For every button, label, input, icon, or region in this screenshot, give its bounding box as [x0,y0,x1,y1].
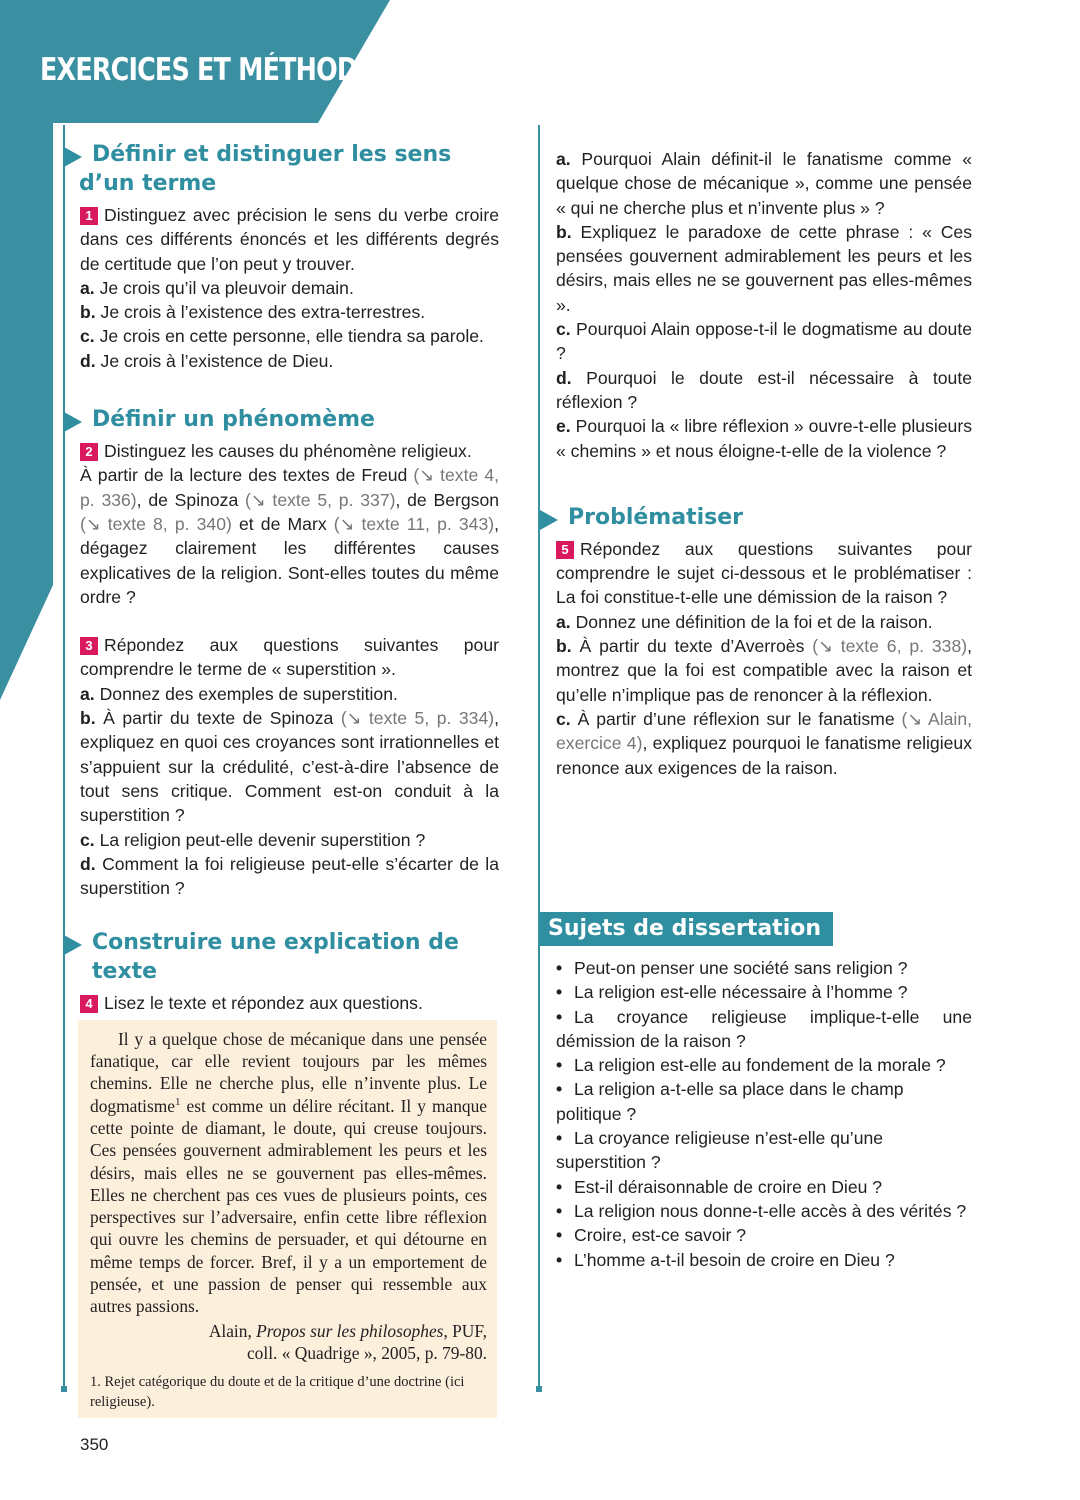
list-item: a. Donnez une définition de la foi et de la raison. [556,611,933,632]
list-item: • Peut-on penser une société sans religion ? [556,956,972,980]
list-item: e. Pourquoi la « libre réflexion » ouvre-t-elle plusieurs « chemins » et nous éloigne-t-elle de la violence ? [556,416,972,461]
list-item: b. Expliquez le paradoxe de cette phrase : « Ces pensées gouvernent admirablement les peurs et les désirs, mais elles ne se gouvernent pas elles-mêmes ». [556,221,972,315]
cross-reference: (↘ Alain, exercice 4) [556,708,973,754]
list-item: a. Pourquoi Alain définit-il le fanatisme comme « quelque chose de mécanique », comme une pensée « qui ne cherche plus et n’invente plus » ? [556,149,972,218]
right-rule-end [536,1386,542,1392]
section-heading: Problématiser [556,503,972,532]
quote-box [78,1020,497,1418]
left-rule-end [61,1386,67,1392]
exercise-2-intro: 2 Distinguez les causes du phénomène religieux. [80,439,499,463]
section-definir-phenomene [80,405,499,609]
footnote: 1. Rejet catégorique du doute et de la critique d’une doctrine (ici religieuse). [90,1374,465,1411]
left-column-rule [63,125,65,1390]
banner-title: EXERCICES ET MÉTHODES [40,52,392,88]
cross-reference: (↘ texte 4, p. 336) [80,465,499,510]
list-item: • La religion nous donne-t-elle accès à des vérités ? [556,1199,972,1223]
left-column [80,140,499,1418]
bullet-icon: • [556,1055,563,1076]
list-item: a. Je crois qu’il va pleuvoir demain. [80,277,354,298]
list-item: b. À partir du texte de Spinoza (↘ texte 5, p. 334), expliquez en quoi ces croyances sont irrationnelles et s’appuient sur la crédulité, c’est-à-dire l’absence de tout sens critique. Comment est-on conduit à la superstition ? [80,708,499,826]
bullet-icon: • [556,1249,563,1270]
exercise-number-badge: 1 [80,207,98,225]
list-item: • Croire, est-ce savoir ? [556,1223,972,1247]
bullet-icon: • [556,1128,563,1149]
section-heading-line2: d’un terme [79,171,217,196]
quote-text: Il y a quelque chose de mécanique dans une pensée fanatique, car elle revient toujours par les mêmes chemins. Elle ne cherche plus, elle n’invente plus. Le dogmatisme$^1$ est comme un délire récitant. Il y manque cette pointe de diamant, le doute, qui creuse toujours. Ces pensées gouvernent admirablement les peurs et les désirs, mais elles ne se gouvernent pas elles-mêmes. Elles ne cherchent pas ces vues de plusieurs points, ces perspectives sur l’adversaire, enfin cette libre réflexion qui ouvre les chemins de persuader, et qui détourne en même temps de forcer. Bref, il y a un emportement de pensée, et une passion de penser qui ressemble aux autres passions. [90,1028,487,1317]
list-item: c. À partir d’une réflexion sur le fanatisme (↘ Alain, exercice 4), expliquez pourquoi le fanatisme religieux renonce aux exigences de la raison. [556,708,973,778]
bullet-icon: • [556,982,563,1003]
bullet-icon: • [556,1079,563,1100]
section-heading: Définir et distinguer les sens [80,140,499,169]
quote-source: Alain, Propos sur les philosophes, PUF, coll. « Quadrige », 2005, p. 79-80. [208,1320,487,1363]
exercise-3-intro: 3 Répondez aux questions suivantes pour comprendre le terme de « superstition ». [80,635,499,680]
list-item: c. Je crois en cette personne, elle tiendra sa parole. [80,326,484,347]
list-item: c. La religion peut-elle devenir superstition ? [80,829,426,850]
sujets-list [556,956,972,1272]
section-sujets [548,912,972,1272]
list-item: • L’homme a-t-il besoin de croire en Dieu ? [556,1248,972,1272]
cross-reference: (↘ texte 11, p. 343) [333,513,495,534]
footnote-marker: 1 [175,1095,181,1108]
sujets-title: Sujets de dissertation [540,912,833,946]
cross-reference: (↘ texte 5, p. 334) [340,708,495,729]
exercise-4-intro: 4 Lisez le texte et répondez aux questions. [80,991,499,1015]
arrow-icon [64,412,82,432]
list-item: • La croyance religieuse n’est-elle qu’une superstition ? [556,1128,884,1173]
right-column [556,147,972,780]
section-heading: Construire une explication de texte [80,928,499,986]
section-definir-sens [80,140,499,373]
list-item: • La croyance religieuse implique-t-elle une démission de la raison ? [556,1006,972,1051]
list-item: • La religion est-elle au fondement de la morale ? [556,1053,972,1077]
list-item: a. Donnez des exemples de superstition. [80,683,398,704]
exercise-4-questions [556,147,972,463]
bullet-icon: • [556,958,563,978]
bullet-icon: • [556,1200,563,1221]
exercise-3 [80,633,499,900]
exercise-number-badge: 3 [80,637,98,655]
list-item: d. Comment la foi religieuse peut-elle s’écarter de la superstition ? [80,853,499,899]
list-item: • Est-il déraisonnable de croire en Dieu ? [556,1175,972,1199]
list-item: • La religion a-t-elle sa place dans le champ politique ? [556,1079,904,1124]
exercise-1-intro: 1 Distinguez avec précision le sens du verbe croire dans ces différents énoncés et les différents degrés de certitude que l’on peut y trouver. [80,205,499,274]
section-explication-texte [80,928,499,1418]
exercise-2-body: À partir de la lecture des textes de Freud (↘ texte 4, p. 336), de Spinoza (↘ texte 5, p. 337), de Bergson (↘ texte 8, p. 340) et de Marx (↘ texte 11, p. 343), dégagez clairement les différentes causes explicatives de la religion. Sont-elles toutes du même ordre ? [80,465,500,607]
section-problematiser [556,503,972,780]
bullet-icon: • [556,1225,563,1246]
cross-reference: (↘ texte 6, p. 338) [812,636,968,657]
exercise-number-badge: 5 [556,541,574,559]
section-heading: Définir un phénomème [80,405,499,434]
exercise-number-badge: 4 [80,995,98,1013]
exercise-number-badge: 2 [80,443,98,461]
list-item: c. Pourquoi Alain oppose-t-il le dogmatisme au doute ? [556,319,973,364]
arrow-icon [540,510,558,530]
exercise-5-intro: 5 Répondez aux questions suivantes pour comprendre le sujet ci-dessous et le problématiser : La foi constitue-t-elle une démission de la raison ? [556,538,972,608]
arrow-icon [64,147,82,167]
list-item: b. À partir du texte d’Averroès (↘ texte 6, p. 338), montrez que la foi est compatible avec la raison et qu’elle n’implique pas de renoncer à la réflexion. [556,636,972,705]
cross-reference: (↘ texte 5, p. 337) [245,489,396,510]
bullet-icon: • [556,1006,563,1027]
list-item: d. Je crois à l’existence de Dieu. [80,350,334,371]
list-item: d. Pourquoi le doute est-il nécessaire à toute réflexion ? [556,367,972,412]
arrow-icon [64,935,82,955]
page-number: 350 [80,1435,109,1454]
list-item: • La religion est-elle nécessaire à l’homme ? [556,980,972,1004]
list-item: b. Je crois à l’existence des extra-terrestres. [80,302,426,323]
cross-reference: (↘ texte 8, p. 340) [80,513,232,534]
right-column-rule [538,125,540,1390]
bullet-icon: • [556,1176,563,1197]
